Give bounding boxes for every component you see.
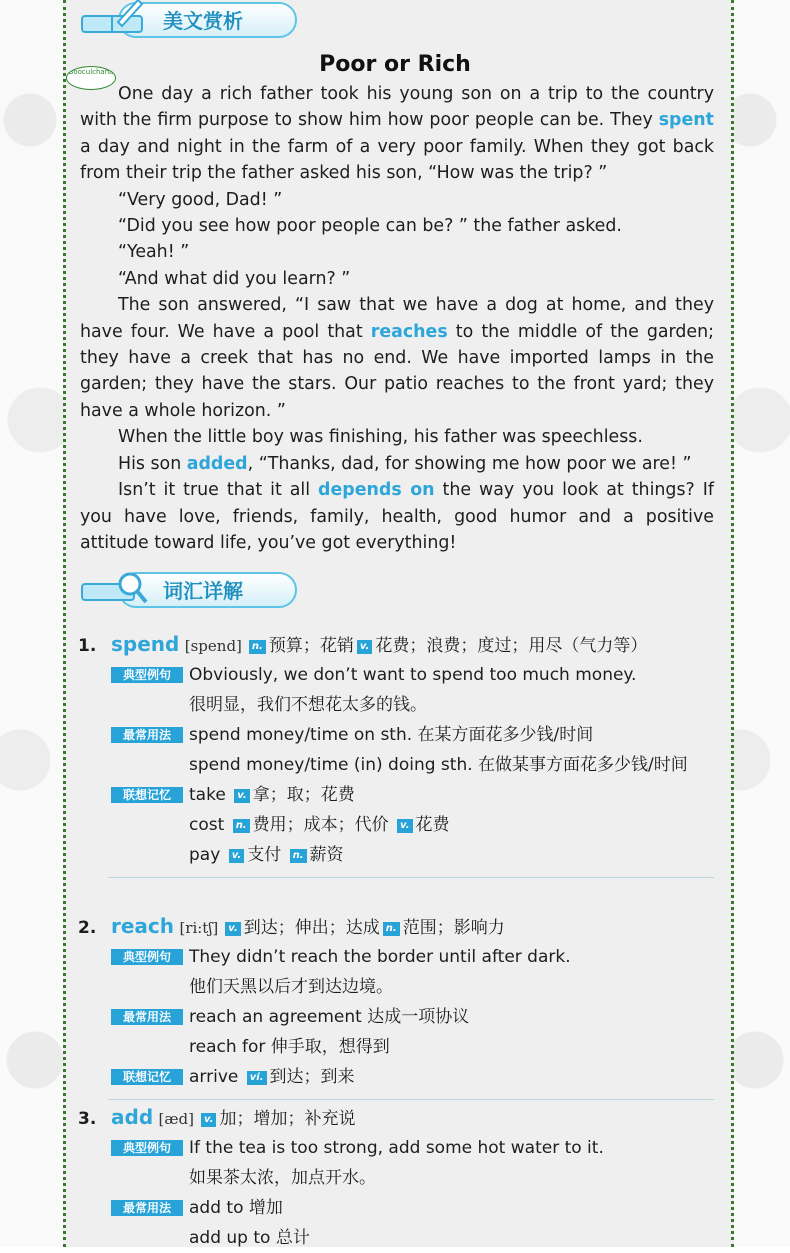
entry-header: [78, 630, 714, 660]
pos-badge: v.: [397, 819, 413, 833]
assoc-tag: 联想记忆: [111, 787, 183, 803]
example-en: They didn’t reach the border until after dark.: [189, 947, 571, 967]
example-row: [78, 942, 714, 1002]
definition: 到达；伸出；达成: [243, 918, 380, 938]
divider: [108, 877, 714, 878]
book-pen-icon: [78, 0, 150, 36]
assoc-line: take v. 拿；取；花费: [189, 785, 355, 805]
assoc-tag: 联想记忆: [111, 1069, 183, 1085]
entry-word: spend: [111, 632, 180, 656]
example-tag: 典型例句: [111, 1140, 183, 1156]
paragraph: “Very good, Dad! ”: [118, 189, 283, 210]
usage-row: [78, 1193, 714, 1253]
pos-badge: v.: [225, 922, 241, 936]
usage-tag: 最常用法: [111, 1200, 183, 1216]
paragraph: One day a rich father took his young son on a trip to the country with the firm purpose to show him how poor people can be. They spent a day and night in the farm of a very poor family. When they got back from their trip the father asked his son, “How was the trip? ”: [80, 84, 714, 184]
phonetic: [æd]: [158, 1110, 194, 1128]
article-section-header: [78, 0, 298, 36]
pos-badge: v.: [201, 1113, 217, 1127]
divider: [108, 1099, 714, 1100]
vocab-entry-spend: [78, 630, 714, 885]
vocab-section-title: 词汇详解: [163, 579, 243, 603]
usage-line: reach for 伸手取，想得到: [189, 1037, 390, 1057]
vocab-section-header: [78, 566, 298, 606]
left-decoration: [0, 0, 70, 1247]
logo: Booculchaha: [66, 66, 116, 90]
entry-header: [78, 912, 714, 942]
phonetic: [spend]: [184, 637, 242, 655]
usage-tag: 最常用法: [111, 727, 183, 743]
definition: 预算；花销: [268, 636, 354, 656]
highlight-word: spent: [658, 110, 714, 131]
entry-header: [78, 1103, 714, 1133]
highlight-word: depends on: [318, 480, 435, 501]
usage-line: reach an agreement 达成一项协议: [189, 1007, 470, 1027]
highlight-word: added: [186, 453, 248, 474]
book-magnifier-icon: [78, 566, 150, 606]
paragraph: Isn’t it true that it all depends on the way you look at things? If you have love, friends, family, health, good humor and a positive attitude toward life, you’ve got everything!: [80, 480, 714, 553]
article-body: [80, 81, 714, 556]
highlight-word: reaches: [370, 321, 448, 342]
example-row: [78, 660, 714, 720]
example-zh: 如果茶太浓，加点开水。: [189, 1168, 376, 1188]
pos-badge: vi.: [247, 1071, 267, 1085]
phonetic: [ri:tʃ]: [179, 919, 219, 937]
paragraph: His son added, “Thanks, dad, for showing me how poor we are! ”: [118, 453, 692, 474]
assoc-row: [78, 1062, 714, 1092]
pos-badge: n.: [290, 849, 307, 863]
example-row: [78, 1133, 714, 1193]
pos-badge: n.: [233, 819, 250, 833]
usage-line: add up to 总计: [189, 1228, 310, 1248]
example-zh: 他们天黑以后才到达边境。: [189, 977, 393, 997]
usage-row: [78, 720, 714, 780]
definition: 花费；浪费；度过；用尽（气力等）: [375, 636, 648, 656]
paragraph: “And what did you learn? ”: [118, 268, 351, 289]
usage-line: spend money/time on sth. 在某方面花多少钱/时间: [189, 725, 594, 745]
vocab-entry-reach: [78, 912, 714, 1107]
entry-number: 3.: [78, 1109, 97, 1129]
pos-badge: v.: [234, 789, 250, 803]
assoc-row: [78, 780, 714, 870]
paragraph: When the little boy was finishing, his father was speechless.: [118, 427, 643, 448]
article-section-title: 美文赏析: [163, 9, 243, 33]
entry-number: 2.: [78, 918, 97, 938]
pos-badge: n.: [249, 640, 266, 654]
example-en: If the tea is too strong, add some hot water to it.: [189, 1138, 604, 1158]
pos-badge: v.: [229, 849, 245, 863]
entry-word: reach: [111, 914, 175, 938]
definition: 加；增加；补充说: [219, 1109, 356, 1129]
assoc-line: arrive vi. 到达；到来: [189, 1067, 355, 1087]
usage-tag: 最常用法: [111, 1009, 183, 1025]
vocab-entry-add: [78, 1103, 714, 1253]
example-zh: 很明显，我们不想花太多的钱。: [189, 695, 427, 715]
article-title: Poor or Rich: [319, 52, 471, 77]
pos-badge: v.: [357, 640, 373, 654]
pos-badge: n.: [383, 922, 400, 936]
usage-line: spend money/time (in) doing sth. 在做某事方面花多少钱/时间: [189, 755, 688, 775]
definition: 范围；影响力: [402, 918, 505, 938]
example-tag: 典型例句: [111, 667, 183, 683]
paragraph: The son answered, “I saw that we have a dog at home, and they have four. We have a pool that reaches to the middle of the garden; they have a creek that has no end. We have imported lamps in the garden; they have the stars. Our patio reaches to the front yard; they have a whole horizon. ”: [80, 295, 715, 421]
assoc-line: pay v. 支付 n. 薪资: [189, 845, 344, 865]
usage-line: add to 增加: [189, 1198, 283, 1218]
entry-number: 1.: [78, 636, 97, 656]
paragraph: “Yeah! ”: [118, 242, 190, 263]
paragraph: “Did you see how poor people can be? ” the father asked.: [118, 216, 622, 237]
entry-word: add: [111, 1105, 154, 1129]
example-en: Obviously, we don’t want to spend too much money.: [189, 665, 637, 685]
example-tag: 典型例句: [111, 949, 183, 965]
assoc-line: cost n. 费用；成本；代价 v. 花费: [189, 815, 450, 835]
usage-row: [78, 1002, 714, 1062]
